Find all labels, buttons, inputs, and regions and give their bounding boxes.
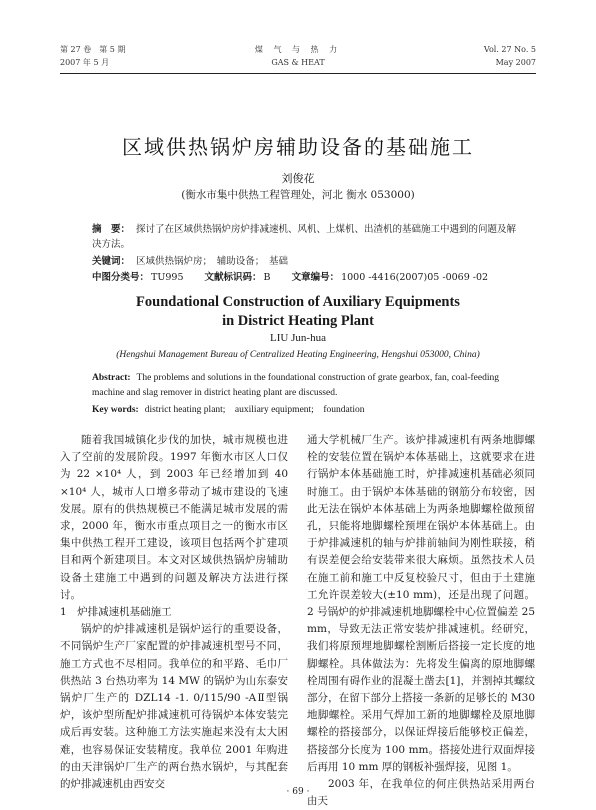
body-column-left <box>60 432 288 793</box>
affiliation-en: (Hengshui Management Bureau of Centralized Heating Engineering, Hengshui 053000, China) <box>116 350 480 360</box>
header-divider <box>60 73 536 74</box>
body-paragraph: 随着我国城镇化步伐的加快，城市规模也进入了空前的发展阶段。1997 年衡水市区人口仅为 22 ×10⁴ 人，到 2003 年已经增加到 40 ×10⁴ 人，城市人口增多带动了城市建设的飞速发展。原有的供热规模已不能满足城市发展的需求，2000 年，衡水市重点项目之一的衡水市区集中供热工程开工建设，该项目包括两个扩建项目和两个新建项目。本文对区域供热锅炉房辅助设备土建施工中遇到的问题及解决方法进行探讨。 <box>60 434 288 601</box>
abstract-en-text: The problems and solutions in the foundational construction of grate gearbox, fan, coal-feeding machine and slag remover in district heating plant are discussed. <box>92 373 499 398</box>
keywords-en-text: district heating plant; auxiliary equipment; foundation <box>144 405 365 415</box>
doc-code-value: B <box>263 272 271 283</box>
abstract-cn <box>92 222 522 252</box>
keywords-cn <box>92 254 522 269</box>
body-paragraph: 锅炉的炉排减速机是锅炉运行的重要设备，不同锅炉生产厂家配置的炉排减速机型号不同，施工方式也不尽相同。我单位的和平路、毛巾厂供热站 3 台热功率为 14 MW 的锅炉为山东泰安锅炉厂生产的 DZL14 -1. 0/115/90 -AⅡ型锅炉，该炉型所配炉排减速机可待锅炉本体安装完成后再安装。这种施工方法实施起来没有太大困难，也容易保证安装精度。我单位 2001 年购进的由天津锅炉厂生产的两台热水锅炉，与其配套的炉排减速机由西安交 <box>60 623 288 791</box>
abstract-en-label: Abstract: <box>92 373 131 383</box>
body-paragraph: 通大学机械厂生产。该炉排减速机有两条地脚螺栓的安装位置在锅炉本体基础上，这就要求在进行锅炉本体基础施工时，炉排减速机基础必须同时施工。由于锅炉本体基础的钢筋分布较密，因此无法在锅炉本体基础上为两条地脚螺栓做预留孔，只能将地脚螺栓预埋在锅炉本体基础上。由于炉排减速机的轴与炉排前轴间为刚性联接，稍有误差便会给安装带来很大麻烦。虽然技术人员在施工前和施工中反复校验尺寸，但由于土建施工允许误差较大(±10 mm)，还是出现了问题。2 号锅炉的炉排减速机地脚螺栓中心位置偏差 25 mm，导致无法正常安装炉排减速机。经研究，我们将原预埋地脚螺栓割断后搭接一定长度的地脚螺栓。具体做法为：先将发生偏离的原地脚螺栓周围有碍作业的混凝土凿去[1]，并割掉其螺纹部分，在留下部分上搭接一条新的足够长的 M30 地脚螺栓。采用气焊加工新的地脚螺栓及原地脚螺栓的搭接部分，以保证焊接后能够校正偏差，搭接部分长度为 100 mm。搭接处进行双面焊接后再用 10 mm 厚的钢板补强焊接，见图 1。 <box>307 434 535 773</box>
section-heading: 1 炉排减速机基础施工 <box>60 606 172 619</box>
abstract-cn-text: 探讨了在区域供热锅炉房炉排减速机、风机、上煤机、出渣机的基础施工中遇到的问题及解决方法。 <box>92 224 517 250</box>
article-title-en-line2: in District Heating Plant <box>222 313 374 329</box>
volume-issue: 第 27 卷 第 5 期 <box>60 45 126 54</box>
keywords-en <box>92 403 522 418</box>
keywords-en-label: Key words: <box>92 405 139 415</box>
keywords-cn-label: 关键词： <box>92 256 131 267</box>
classification-line <box>92 270 522 285</box>
article-title-en-line1: Foundational Construction of Auxiliary Equipments <box>136 294 460 310</box>
article-title-cn: 区域供热锅炉房辅助设备的基础施工 <box>122 135 474 159</box>
abstract-cn-label: 摘 要： <box>92 224 131 235</box>
body-paragraph: 2003 年，在我单位的何庄供热站采用两台由天 <box>307 778 535 808</box>
clc-value: TU995 <box>151 272 184 283</box>
journal-name-en: GAS & HEAT <box>271 58 325 67</box>
article-id-value: 1000 -4416(2007)05 -0069 -02 <box>341 272 489 283</box>
volume-issue-en: Vol. 27 No. 5 <box>483 45 536 54</box>
publication-date: 2007 年 5 月 <box>60 58 110 67</box>
journal-name-cn: 煤 气 与 热 力 <box>254 45 342 54</box>
publication-date-en: May 2007 <box>495 58 536 67</box>
page-number: · 69 · <box>286 787 310 797</box>
body-column-right <box>307 432 535 810</box>
doc-code-label: 文献标识码： <box>204 272 262 283</box>
journal-volume-info-en <box>484 43 536 69</box>
article-id-label: 文章编号： <box>291 272 340 283</box>
abstract-en <box>92 371 522 401</box>
keywords-cn-text: 区域供热锅炉房； 辅助设备； 基础 <box>136 256 289 267</box>
author-en: LIU Jun-hua <box>270 332 326 344</box>
author-cn: 刘俊花 <box>281 172 315 185</box>
affiliation-cn: (衡水市集中供热工程管理处，河北 衡水 053000) <box>181 189 415 201</box>
clc-label: 中图分类号： <box>92 272 150 283</box>
